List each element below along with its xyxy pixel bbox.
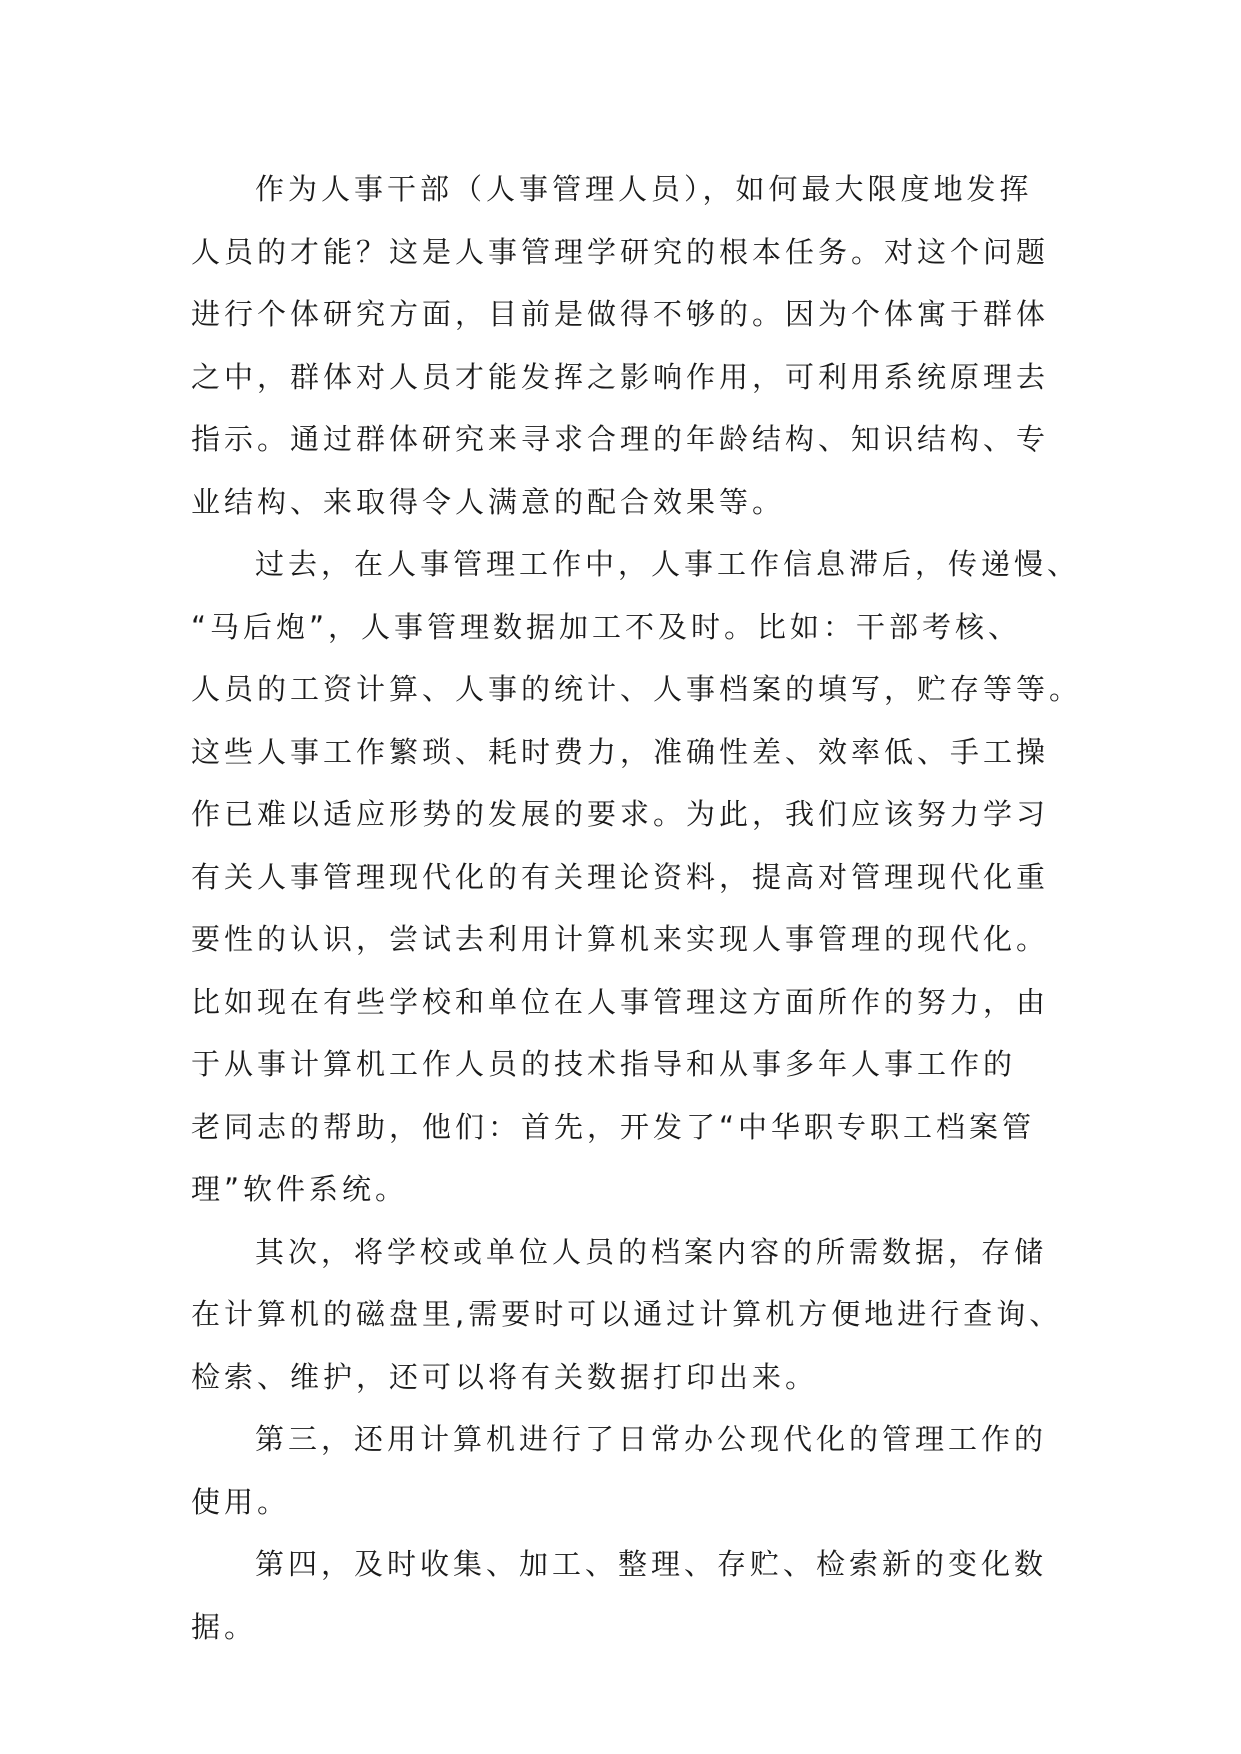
text-line: 这些人事工作繁琐、耗时费力，准确性差、效率低、手工操	[191, 734, 1050, 769]
text-line: 第四，及时收集、加工、整理、存贮、检索新的变化数	[255, 1547, 1048, 1581]
text-line: 之中，群体对人员才能发挥之影响作用，可利用系统原理去	[191, 359, 1050, 394]
text-line: 作为人事干部（人事管理人员），如何最大限度地发挥	[255, 172, 1033, 206]
text-line: 使用。	[191, 1484, 291, 1519]
paragraph-1	[191, 158, 1071, 533]
text-line: 比如现在有些学校和单位在人事管理这方面所作的努力，由	[191, 984, 1050, 1019]
text-line: 据。	[191, 1609, 258, 1644]
text-line: 其次，将学校或单位人员的档案内容的所需数据，存储	[255, 1234, 1048, 1269]
text-line: 老同志的帮助，他们：首先，开发了“中华职专职工档案管	[191, 1109, 1036, 1144]
text-line: 有关人事管理现代化的有关理论资料，提高对管理现代化重	[191, 859, 1050, 894]
text-line: 作已难以适应形势的发展的要求。为此，我们应该努力学习	[191, 797, 1050, 831]
text-line: 在计算机的磁盘里,需要时可以通过计算机方便地进行查询、	[191, 1297, 1063, 1331]
text-line: 进行个体研究方面，目前是做得不够的。因为个体寓于群体	[191, 297, 1050, 331]
text-line: 业结构、来取得令人满意的配合效果等。	[191, 484, 786, 519]
paragraph-4	[191, 1408, 1071, 1533]
text-line: 理”软件系统。	[191, 1172, 409, 1206]
paragraph-5	[191, 1533, 1071, 1658]
text-line: 于从事计算机工作人员的技术指导和从事多年人事工作的	[191, 1047, 1017, 1081]
text-line: 第三，还用计算机进行了日常办公现代化的管理工作的	[255, 1422, 1048, 1456]
paragraph-3	[191, 1221, 1071, 1409]
text-line: 检索、维护，还可以将有关数据打印出来。	[191, 1359, 819, 1394]
text-line: 人员的才能？这是人事管理学研究的根本任务。对这个问题	[191, 234, 1050, 269]
text-line: 要性的认识，尝试去利用计算机来实现人事管理的现代化。	[191, 922, 1050, 956]
document-page	[191, 158, 1083, 1658]
text-line: 过去，在人事管理工作中，人事工作信息滞后，传递慢、	[255, 547, 1081, 581]
paragraph-2	[191, 533, 1083, 1221]
text-line: “马后炮”，人事管理数据加工不及时。比如：干部考核、	[191, 609, 1022, 644]
text-line: 人员的工资计算、人事的统计、人事档案的填写，贮存等等。	[191, 672, 1083, 706]
text-line: 指示。通过群体研究来寻求合理的年龄结构、知识结构、专	[191, 422, 1050, 456]
